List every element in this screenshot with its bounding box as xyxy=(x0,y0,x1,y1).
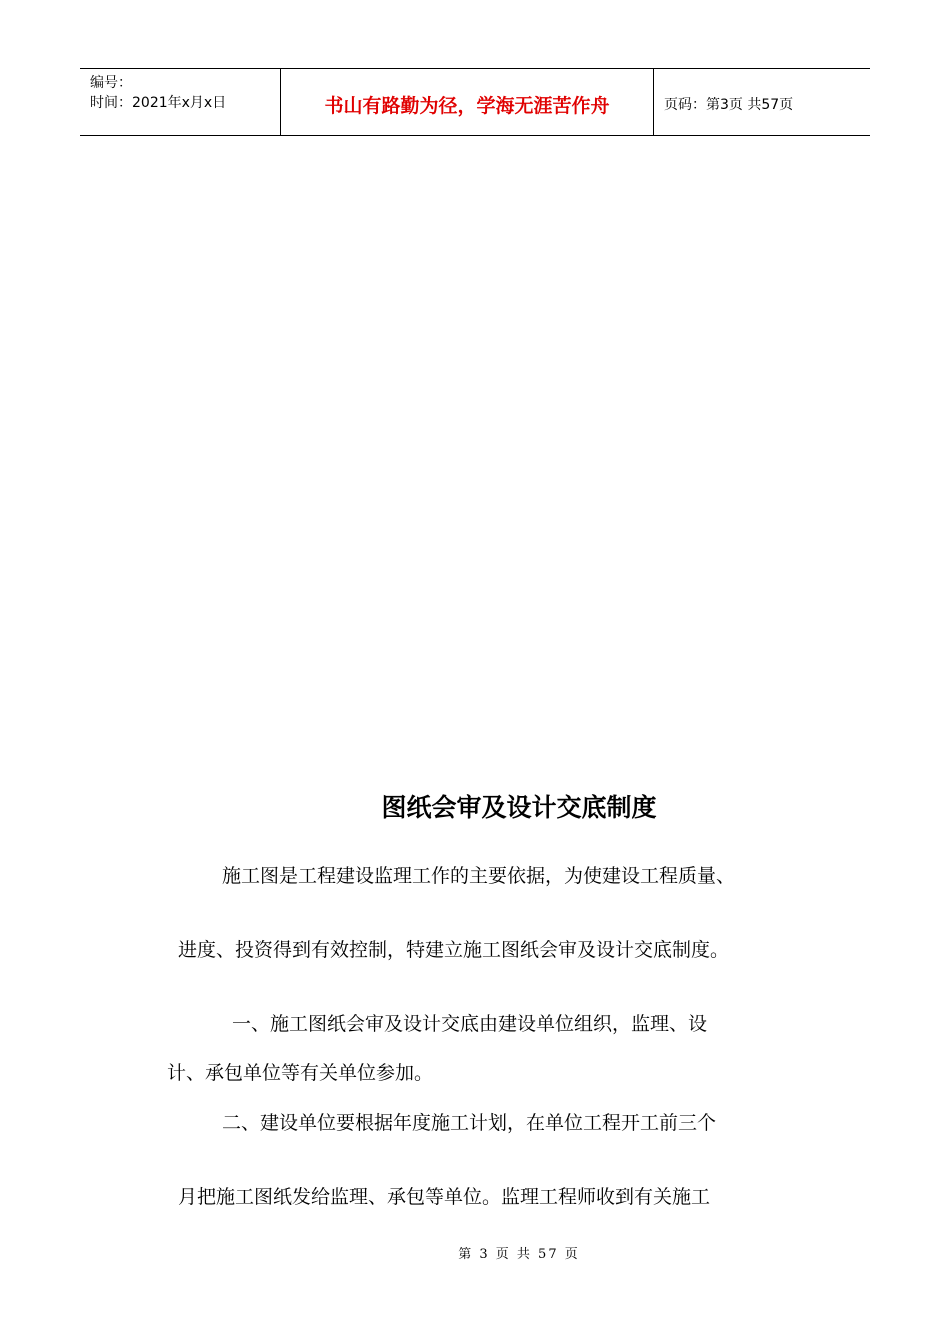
number-label: 编号： xyxy=(90,75,132,91)
document-title: 图纸会审及设计交底制度 xyxy=(381,793,657,822)
page-info-text: 页码：第3页 共57页 xyxy=(664,97,794,113)
paragraph-line-5: 二、建设单位要根据年度施工计划，在单位工程开工前三个 xyxy=(222,1112,717,1134)
page-header xyxy=(80,68,870,136)
motto-text: 书山有路勤为径，学海无涯苦作舟 xyxy=(324,94,610,117)
header-motto-cell xyxy=(281,69,654,135)
paragraph-line-2: 进度、投资得到有效控制，特建立施工图纸会审及设计交底制度。 xyxy=(178,939,730,961)
paragraph-line-6: 月把施工图纸发给监理、承包等单位。监理工程师收到有关施工 xyxy=(178,1186,711,1208)
page-footer: 第 3 页 共 57 页 xyxy=(458,1247,580,1262)
header-meta-cell xyxy=(80,69,281,135)
time-label: 时间：2021年x月x日 xyxy=(90,95,227,111)
paragraph-line-1: 施工图是工程建设监理工作的主要依据，为使建设工程质量、 xyxy=(222,865,736,887)
paragraph-line-4: 计、承包单位等有关单位参加。 xyxy=(167,1062,434,1084)
header-page-cell xyxy=(654,69,870,135)
paragraph-line-3: 一、施工图纸会审及设计交底由建设单位组织，监理、设 xyxy=(232,1013,708,1035)
